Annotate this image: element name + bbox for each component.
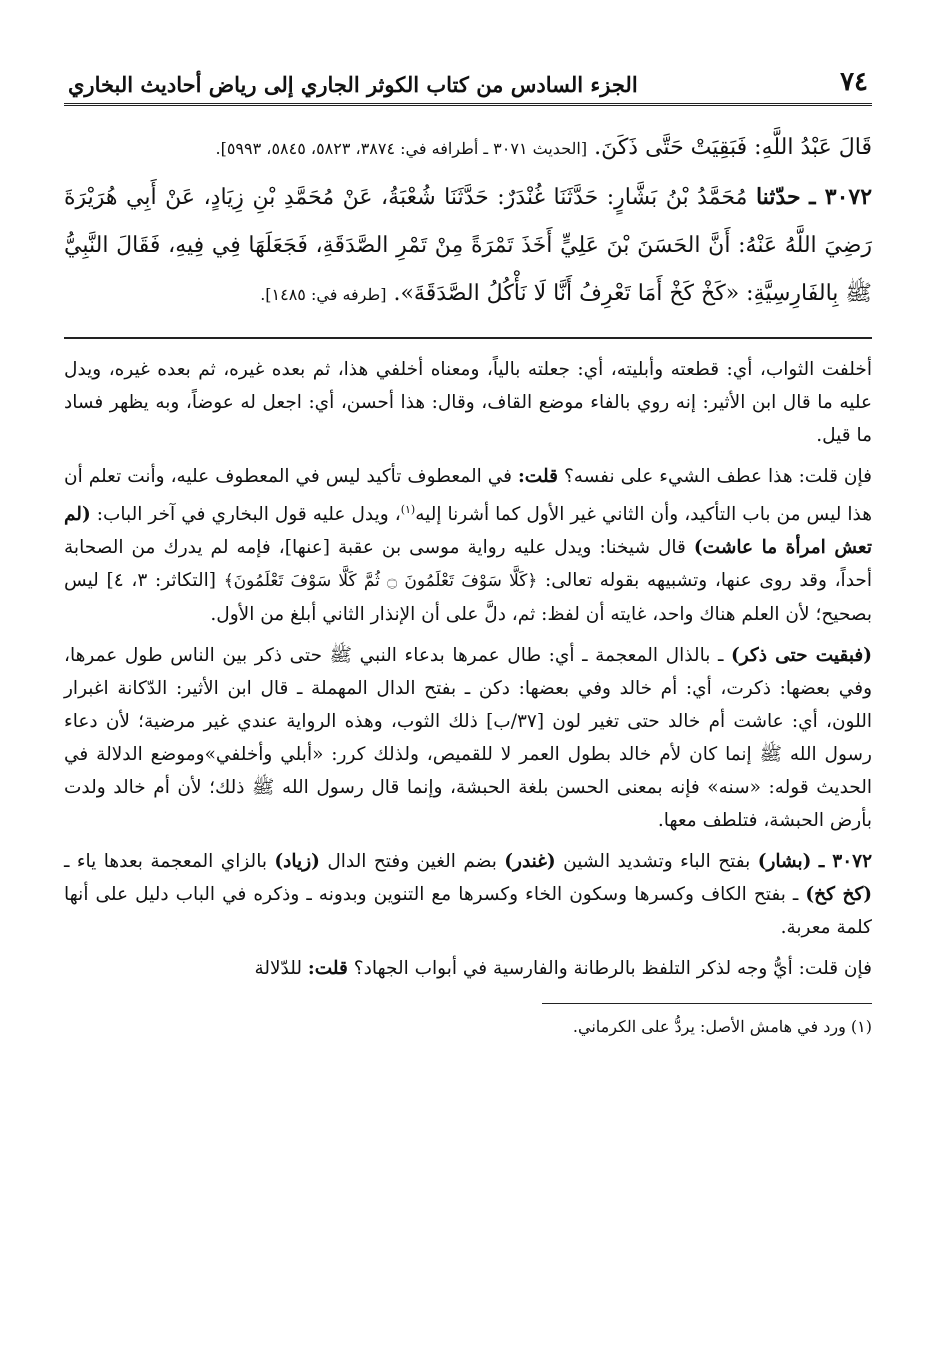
p2-quote: (لم تعش امرأة ما عاشت) [64, 504, 872, 559]
footnote-rule [542, 1003, 872, 1004]
p2-text-e: [التكاثر: ٣، ٤] ليس بصحيح؛ لأن العلم هناك واحد، غايته أن لفظ: ثم، دلَّ على أن الإنذار الثاني أبلغ من الأول. [64, 570, 872, 626]
p4-term-1: (بشار) [757, 851, 812, 873]
page-header [64, 50, 872, 106]
hadith-line-1-text: قَالَ عَبْدُ اللَّهِ: فَبَقِيَتْ حَتَّى ذَكَنَ. [594, 135, 872, 160]
commentary-paragraph-5 [64, 952, 872, 985]
hadith-number: ٣٠٧٢ ـ [809, 184, 873, 210]
hadith-3072 [64, 173, 872, 319]
running-title: الجزء السادس من كتاب الكوثر الجاري إلى رياض أحاديث البخاري [68, 72, 638, 97]
p3-text: ـ بالذال المعجمة ـ أي: طال عمرها بدعاء النبي ﷺ حتى ذكر بين الناس طول عمرها، وفي بعضها: ذكرت، أي: أم خالد وفي بعضها: دكن ـ بفتح الدال المهملة ـ قال ابن الأثير: الدّكانة اغبرار اللون، أي: عاشت أم خالد حتى تغير لون [٣٧/ب] ذلك الثوب، وهذه الرواية عندي غير مرضية؛ لأن دعاء رسول الله ﷺ إنما كان لأم خالد بطول العمر لا للقميص، ولذلك كرر: «أبلي وأخلفي»وموضع الدلالة في الحديث قوله: «سنه» فإنه بمعنى الحسن بلغة الحبشة، وإنما قال رسول الله ﷺ ذلك؛ لأن أم خالد ولدت بأرض الحبشة، فتلطف معها. [64, 645, 872, 832]
p4-text-d: ـ بفتح الكاف وكسرها وسكون الخاء وكسرها مع التنوين وبدونه ـ وذكره في الباب دليل على أنها كلمة معربة. [64, 884, 872, 939]
hadith-text [64, 124, 872, 319]
section-divider [64, 337, 872, 339]
p3-quote: (فبقيت حتى ذكر) [730, 645, 872, 667]
footnote [64, 1014, 872, 1040]
p4-text-b: بضم الغين وفتح الدال [327, 851, 497, 873]
p2-answer: في المعطوف تأكيد ليس في المعطوف عليه، وأنت تعلم أن هذا ليس من باب التأكيد، وأن الثاني غير الأول كما أشرنا إليه [64, 466, 872, 526]
commentary-paragraph-2 [64, 460, 872, 631]
hadith-lead: حدّثنا [755, 184, 801, 210]
quran-verse: ﴿كَلَّا سَوْفَ تَعْلَمُونَ ۝ ثُمَّ كَلَّا سَوْفَ تَعْلَمُونَ﴾ [223, 571, 538, 592]
commentary [64, 353, 872, 985]
hadith-body: مُحَمَّدُ بْنُ بَشَّارٍ: حَدَّثَنَا غُنْدَرٌ: حَدَّثَنَا شُعْبَةُ، عَنْ مُحَمَّدِ بْنِ زِيَادٍ، عَنْ أَبِي هُرَيْرَةَ رَضِيَ اللَّهُ عَنْهُ: أَنَّ الحَسَنَ بْنَ عَلِيٍّ أَخَذَ تَمْرَةً مِنْ تَمْرِ الصَّدَقَةِ، فَجَعَلَهَا فِي فِيهِ، فَقَالَ النَّبِيُّ ﷺ بِالفَارِسِيَّةِ: «كَخْ كَخْ أَمَا تَعْرِفُ أَنَّا لَا نَأْكُلُ الصَّدَقَةَ». [64, 185, 872, 306]
hadith-line-1 [64, 124, 872, 173]
commentary-paragraph-3 [64, 639, 872, 837]
p4-term-3: (زياد) [274, 851, 320, 873]
commentary-paragraph-4 [64, 845, 872, 944]
p4-text-c: بالزاي المعجمة بعدها ياء ـ [64, 851, 267, 873]
p2-text-c: ، ويدل عليه قول البخاري في آخر الباب: [96, 504, 401, 526]
p2-question: فإن قلت: هذا عطف الشيء على نفسه؟ [563, 466, 872, 487]
hadith-line-1-ref: [الحديث ٣٠٧١ ـ أطرافه في: ٣٨٧٤، ٥٨٢٣، ٥٨٤٥، ٥٩٩٣]. [215, 139, 588, 158]
p4-number: ٣٠٧٢ ـ [818, 851, 873, 873]
p4-term-4: (كخ كخ) [805, 884, 873, 906]
page-number: ٧٤ [840, 67, 868, 97]
footnote-text: ورد في هامش الأصل: يردُّ على الكرماني. [572, 1017, 846, 1037]
footnote-marker: (١) [400, 503, 416, 516]
hadith-ref: [طرفه في: ١٤٨٥]. [260, 285, 387, 304]
book-page [64, 50, 872, 1040]
footnote-number: (١) [850, 1017, 872, 1037]
p4-term-2: (غندر) [504, 851, 556, 873]
p2-text-d: قال شيخنا: ويدل عليه رواية موسى بن عقبة [عنها]، فإمه لم يدرك من الصحابة أحداً، وقد روى عنها، وتشبيهه بقوله تعالى: [64, 537, 872, 592]
p5-answer: للدّلالة [254, 958, 303, 980]
commentary-paragraph-1: أخلفت الثواب، أي: قطعته وأبليته، أي: جعلته بالياً، ومعناه أخلفي هذا، ثم بعده غيره، ثم بعده غيره، ويدل عليه ما قال ابن الأثير: إنه روي بالفاء موضع القاف، وقال: هذا أحسن، أي: اجعل له عوضاً، وبه يظهر فساد ما قيل. [64, 359, 872, 446]
p4-text-a: بفتح الباء وتشديد الشين [563, 851, 751, 873]
p5-answer-label: قلت: [307, 958, 348, 980]
p5-question: فإن قلت: أيُّ وجه لذكر التلفظ بالرطانة والفارسية في أبواب الجهاد؟ [353, 958, 872, 980]
p2-answer-label: قلت: [517, 466, 558, 487]
